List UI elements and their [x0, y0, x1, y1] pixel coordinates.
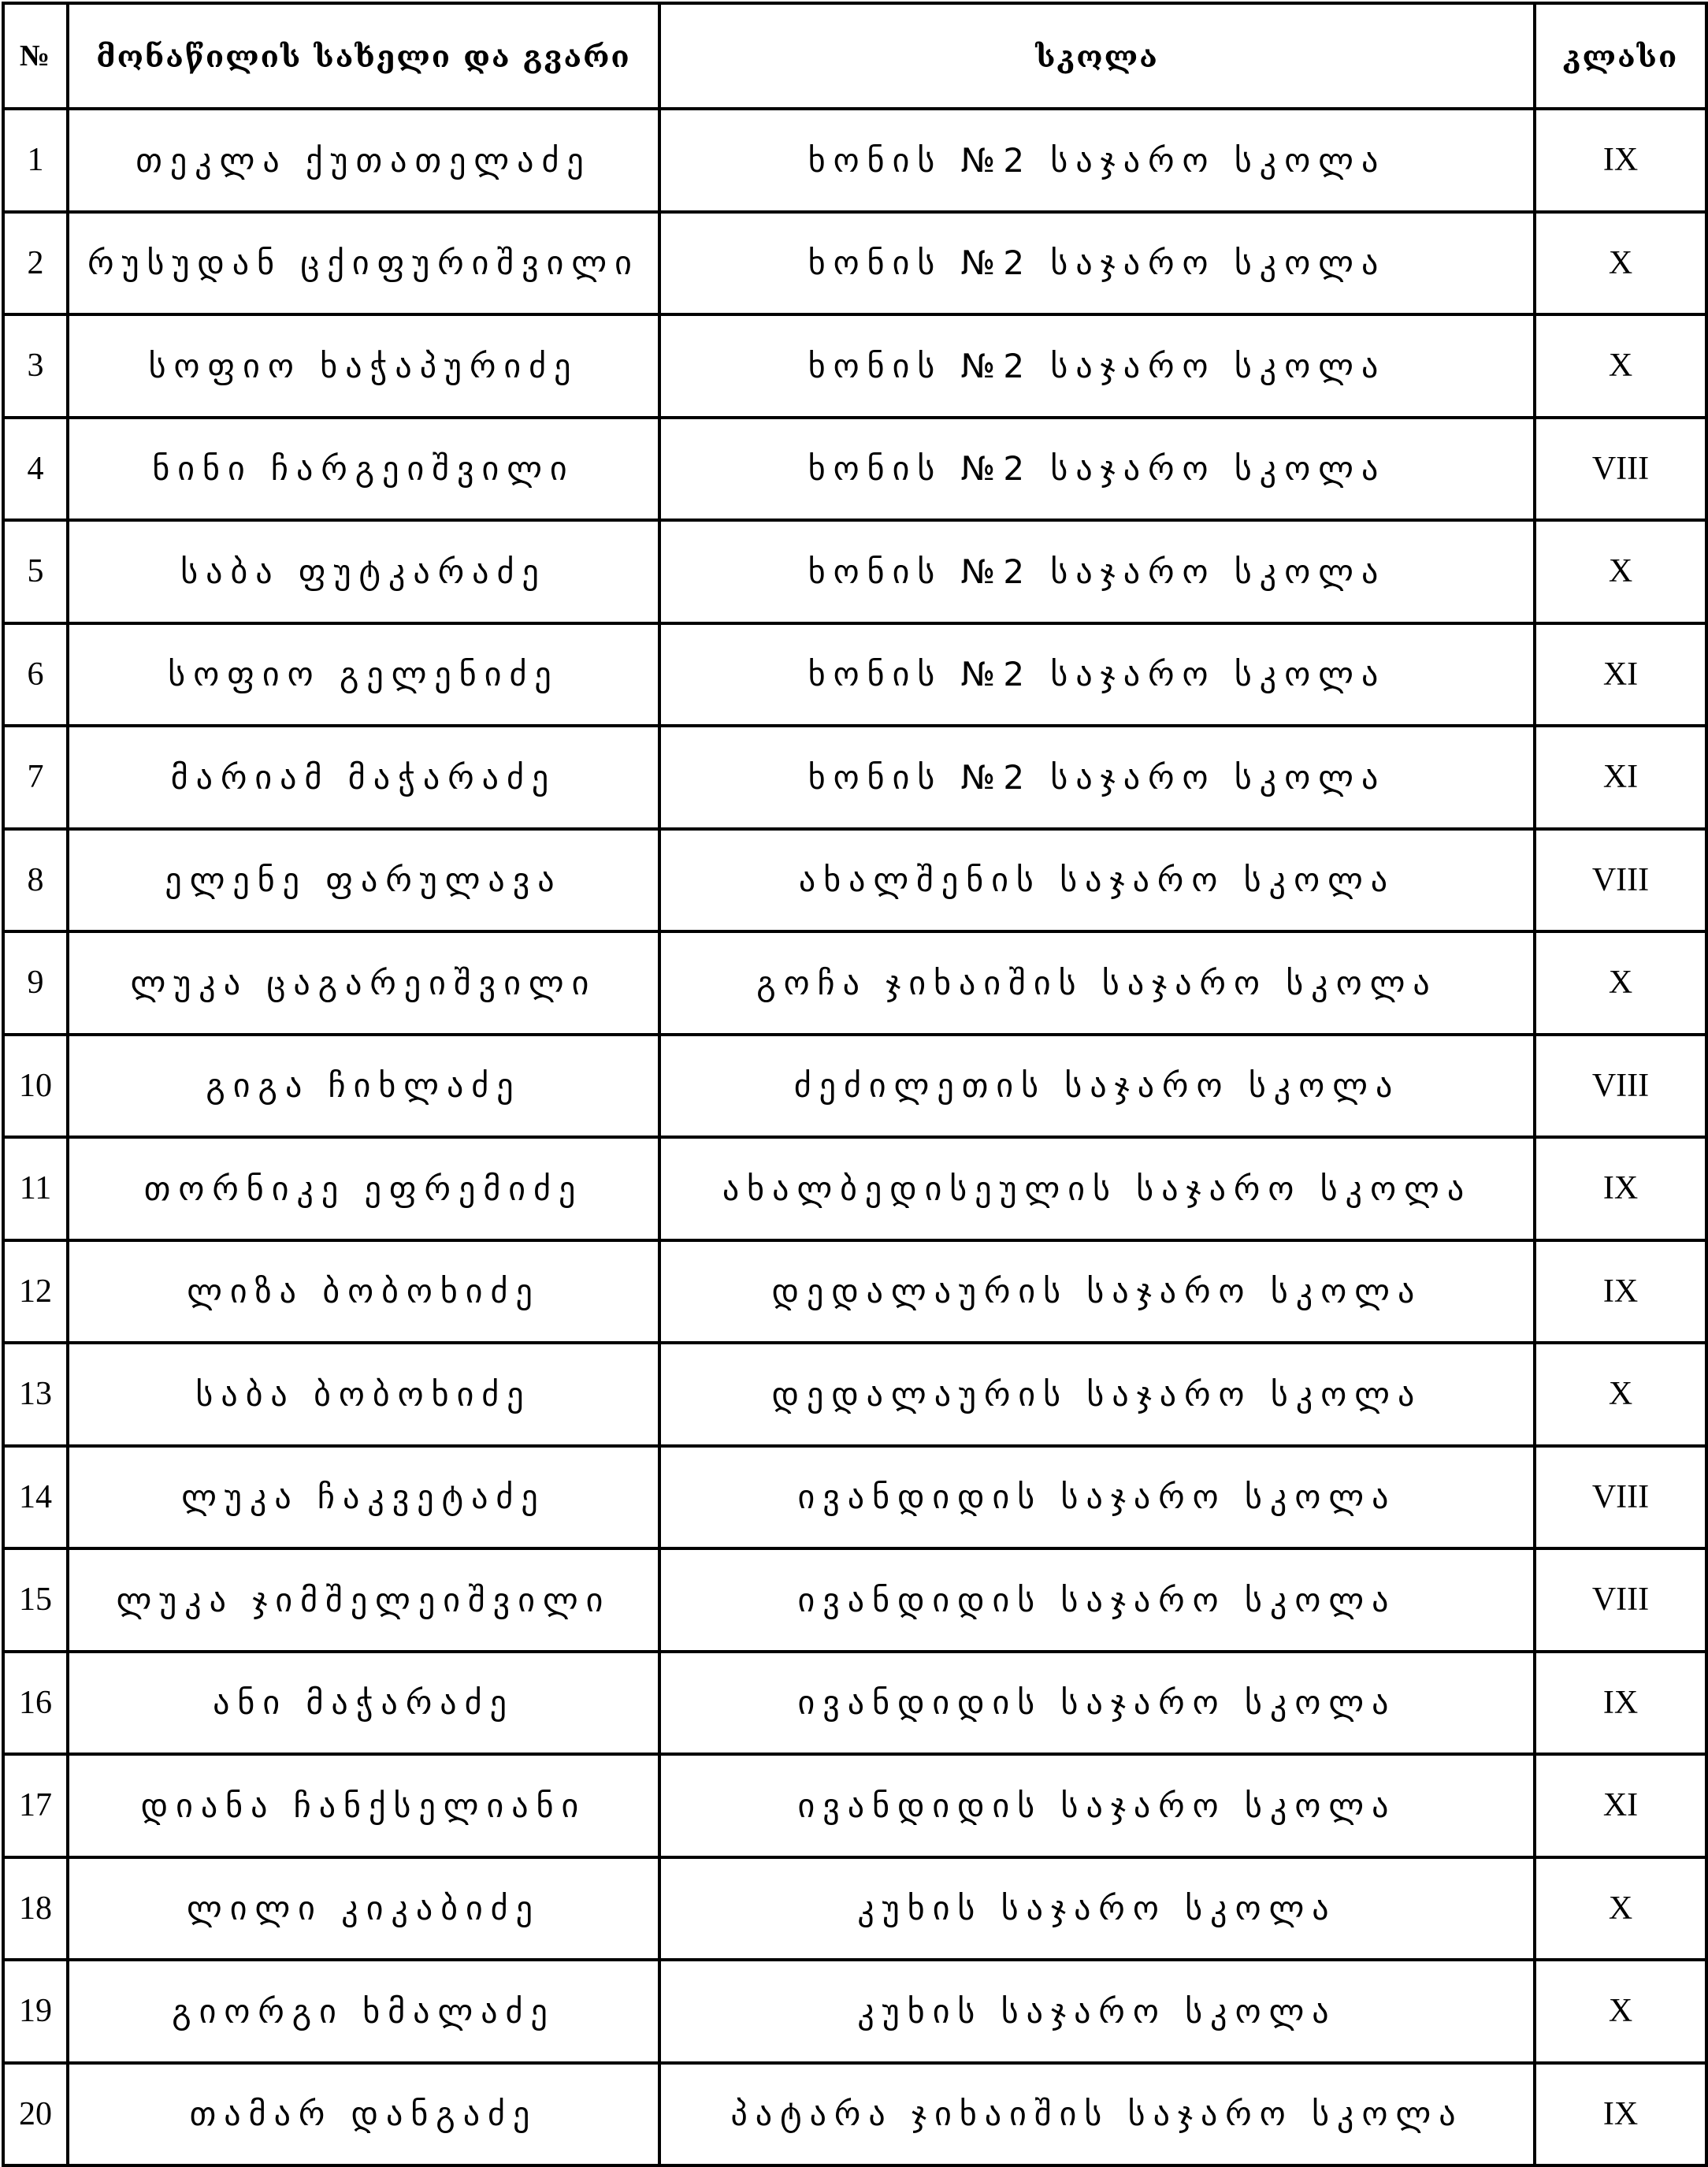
participant-name: ელენე ფარულავა [68, 829, 659, 932]
participant-name: სოფიო ხაჭაპურიძე [68, 314, 659, 418]
row-number: 9 [3, 931, 68, 1035]
participant-name: სოფიო გელენიძე [68, 623, 659, 727]
school-name: ხონის №2 საჯარო სკოლა [659, 212, 1535, 315]
participant-name: გიგა ჩიხლაძე [68, 1035, 659, 1138]
table-row [3, 931, 1706, 1035]
table-row [3, 418, 1706, 521]
school-name: ხონის №2 საჯარო სკოლა [659, 109, 1535, 212]
row-number: 7 [3, 726, 68, 829]
participant-name: მარიამ მაჭარაძე [68, 726, 659, 829]
grade-value: XI [1535, 726, 1706, 829]
grade-value: X [1535, 1857, 1706, 1961]
participant-name: საბა ბობოხიძე [68, 1343, 659, 1446]
row-number: 6 [3, 623, 68, 727]
grade-value: X [1535, 1343, 1706, 1446]
table-row [3, 1754, 1706, 1857]
school-name: პატარა ჯიხაიშის საჯარო სკოლა [659, 2063, 1535, 2166]
school-name: ხონის №2 საჯარო სკოლა [659, 520, 1535, 623]
school-name: ივანდიდის საჯარო სკოლა [659, 1754, 1535, 1857]
school-name: ხონის №2 საჯარო სკოლა [659, 418, 1535, 521]
grade-value: IX [1535, 1240, 1706, 1344]
participant-name: ლუკა ჯიმშელეიშვილი [68, 1548, 659, 1652]
grade-value: X [1535, 1960, 1706, 2063]
table-row [3, 726, 1706, 829]
participant-name: ნინი ჩარგეიშვილი [68, 418, 659, 521]
table-row [3, 1857, 1706, 1961]
row-number: 5 [3, 520, 68, 623]
table-row [3, 1446, 1706, 1549]
row-number: 20 [3, 2063, 68, 2166]
school-name: დედალაურის საჯარო სკოლა [659, 1343, 1535, 1446]
participant-name: რუსუდან ცქიფურიშვილი [68, 212, 659, 315]
header-name: მონაწილის სახელი და გვარი [68, 3, 659, 109]
participant-name: ლუკა ჩაკვეტაძე [68, 1446, 659, 1549]
school-name: კუხის საჯარო სკოლა [659, 1960, 1535, 2063]
row-number: 15 [3, 1548, 68, 1652]
participant-name: თორნიკე ეფრემიძე [68, 1137, 659, 1240]
table-row [3, 829, 1706, 932]
school-name: ივანდიდის საჯარო სკოლა [659, 1652, 1535, 1755]
participant-name: ლიზა ბობოხიძე [68, 1240, 659, 1344]
grade-value: IX [1535, 109, 1706, 212]
school-name: ახალბედისეულის საჯარო სკოლა [659, 1137, 1535, 1240]
grade-value: X [1535, 314, 1706, 418]
table-row [3, 1652, 1706, 1755]
participant-name: ანი მაჭარაძე [68, 1652, 659, 1755]
row-number: 14 [3, 1446, 68, 1549]
school-name: ახალშენის საჯარო სკოლა [659, 829, 1535, 932]
table-row [3, 1240, 1706, 1344]
participant-name: გიორგი ხმალაძე [68, 1960, 659, 2063]
table-row [3, 314, 1706, 418]
participants-table [2, 2, 1708, 2167]
table-header-row [3, 3, 1706, 109]
row-number: 3 [3, 314, 68, 418]
row-number: 13 [3, 1343, 68, 1446]
row-number: 11 [3, 1137, 68, 1240]
grade-value: VIII [1535, 1446, 1706, 1549]
row-number: 12 [3, 1240, 68, 1344]
row-number: 8 [3, 829, 68, 932]
participant-name: თეკლა ქუთათელაძე [68, 109, 659, 212]
row-number: 2 [3, 212, 68, 315]
header-grade: კლასი [1535, 3, 1706, 109]
school-name: ძეძილეთის საჯარო სკოლა [659, 1035, 1535, 1138]
school-name: ივანდიდის საჯარო სკოლა [659, 1446, 1535, 1549]
grade-value: VIII [1535, 418, 1706, 521]
table-row [3, 1343, 1706, 1446]
table-row [3, 1960, 1706, 2063]
row-number: 18 [3, 1857, 68, 1961]
grade-value: IX [1535, 1652, 1706, 1755]
participant-name: დიანა ჩანქსელიანი [68, 1754, 659, 1857]
grade-value: VIII [1535, 1035, 1706, 1138]
header-number: № [3, 3, 68, 109]
school-name: კუხის საჯარო სკოლა [659, 1857, 1535, 1961]
grade-value: XI [1535, 1754, 1706, 1857]
grade-value: VIII [1535, 829, 1706, 932]
table-row [3, 520, 1706, 623]
table-row [3, 109, 1706, 212]
table-row [3, 1035, 1706, 1138]
table-body [3, 109, 1706, 2165]
row-number: 10 [3, 1035, 68, 1138]
row-number: 4 [3, 418, 68, 521]
table-row [3, 212, 1706, 315]
grade-value: XI [1535, 623, 1706, 727]
row-number: 17 [3, 1754, 68, 1857]
school-name: გოჩა ჯიხაიშის საჯარო სკოლა [659, 931, 1535, 1035]
school-name: დედალაურის საჯარო სკოლა [659, 1240, 1535, 1344]
grade-value: X [1535, 212, 1706, 315]
table-row [3, 1137, 1706, 1240]
header-school: სკოლა [659, 3, 1535, 109]
table-row [3, 2063, 1706, 2166]
grade-value: VIII [1535, 1548, 1706, 1652]
table-row [3, 1548, 1706, 1652]
grade-value: X [1535, 520, 1706, 623]
participant-name: თამარ დანგაძე [68, 2063, 659, 2166]
row-number: 19 [3, 1960, 68, 2063]
grade-value: IX [1535, 1137, 1706, 1240]
participant-name: საბა ფუტკარაძე [68, 520, 659, 623]
school-name: ხონის №2 საჯარო სკოლა [659, 314, 1535, 418]
school-name: ხონის №2 საჯარო სკოლა [659, 623, 1535, 727]
grade-value: X [1535, 931, 1706, 1035]
participant-name: ლილი კიკაბიძე [68, 1857, 659, 1961]
school-name: ივანდიდის საჯარო სკოლა [659, 1548, 1535, 1652]
school-name: ხონის №2 საჯარო სკოლა [659, 726, 1535, 829]
table-row [3, 623, 1706, 727]
grade-value: IX [1535, 2063, 1706, 2166]
participant-name: ლუკა ცაგარეიშვილი [68, 931, 659, 1035]
row-number: 16 [3, 1652, 68, 1755]
row-number: 1 [3, 109, 68, 212]
